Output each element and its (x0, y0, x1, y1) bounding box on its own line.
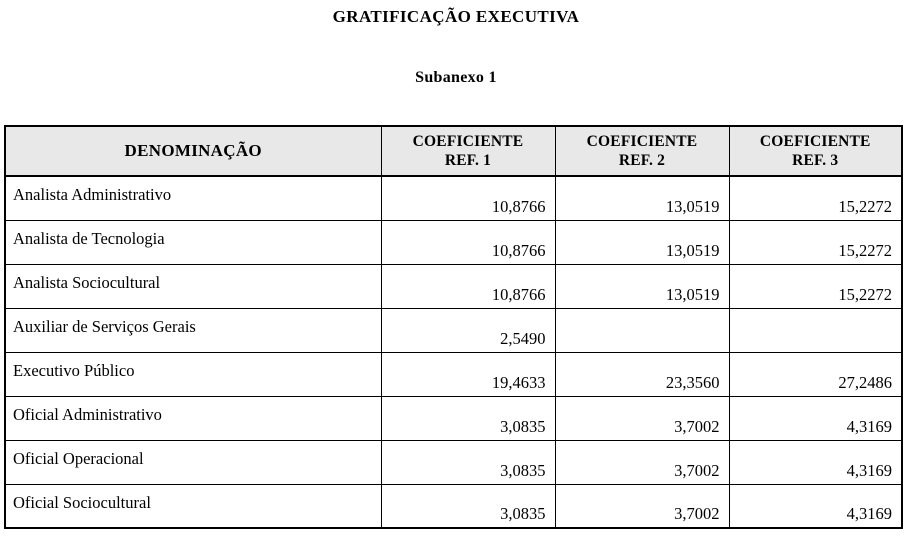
coefficient-ref3-cell: 15,2272 (729, 176, 902, 220)
denomination-cell: Analista de Tecnologia (5, 220, 381, 264)
coefficient-ref1-cell: 3,0835 (381, 396, 555, 440)
table-header (5, 126, 902, 176)
table-row (5, 352, 902, 396)
header-row (5, 126, 902, 176)
header-coeficiente-ref2 (555, 126, 729, 176)
denomination-cell: Oficial Administrativo (5, 396, 381, 440)
table-row (5, 176, 902, 220)
coefficient-ref2-cell: 13,0519 (555, 264, 729, 308)
coefficient-ref1-cell: 2,5490 (381, 308, 555, 352)
coefficient-ref3-cell: 15,2272 (729, 220, 902, 264)
table-row (5, 440, 902, 484)
header-line: REF. 2 (618, 152, 666, 169)
coefficient-ref3-cell: 4,3169 (729, 484, 902, 528)
coefficient-ref1-cell: 3,0835 (381, 440, 555, 484)
coefficient-ref1-cell: 10,8766 (381, 176, 555, 220)
table-row (5, 308, 902, 352)
coefficient-ref1-cell: 19,4633 (381, 352, 555, 396)
coefficient-ref1-cell: 3,0835 (381, 484, 555, 528)
table-row (5, 396, 902, 440)
coefficients-table (4, 125, 903, 529)
header-coeficiente-ref3 (729, 126, 902, 176)
header-line: COEFICIENTE (586, 133, 698, 150)
coefficient-ref1-cell: 10,8766 (381, 220, 555, 264)
denomination-cell: Auxiliar de Serviços Gerais (5, 308, 381, 352)
header-denominacao: DENOMINAÇÃO (5, 126, 381, 176)
table-row (5, 264, 902, 308)
table-row (5, 484, 902, 528)
coefficient-ref3-cell: 27,2486 (729, 352, 902, 396)
coefficient-ref2-cell: 23,3560 (555, 352, 729, 396)
coefficient-ref2-cell (555, 308, 729, 352)
coefficient-ref3-cell: 15,2272 (729, 264, 902, 308)
header-coeficiente-ref1 (381, 126, 555, 176)
coefficient-ref3-cell: 4,3169 (729, 440, 902, 484)
page-subtitle: Subanexo 1 (415, 69, 497, 86)
denomination-cell: Executivo Público (5, 352, 381, 396)
coefficient-ref2-cell: 13,0519 (555, 176, 729, 220)
coefficient-ref2-cell: 3,7002 (555, 440, 729, 484)
coefficient-ref2-cell: 13,0519 (555, 220, 729, 264)
denomination-cell: Analista Administrativo (5, 176, 381, 220)
table-body (5, 176, 902, 528)
header-line: REF. 3 (792, 152, 839, 169)
denomination-cell: Oficial Sociocultural (5, 484, 381, 528)
coefficient-ref1-cell: 10,8766 (381, 264, 555, 308)
page-title: GRATIFICAÇÃO EXECUTIVA (332, 7, 580, 26)
denomination-cell: Oficial Operacional (5, 440, 381, 484)
header-line: REF. 1 (444, 152, 492, 169)
table-row (5, 220, 902, 264)
coefficient-ref3-cell: 4,3169 (729, 396, 902, 440)
header-line: COEFICIENTE (412, 133, 524, 150)
header-line: COEFICIENTE (759, 133, 871, 150)
denomination-cell: Analista Sociocultural (5, 264, 381, 308)
coefficient-ref2-cell: 3,7002 (555, 396, 729, 440)
coefficient-ref2-cell: 3,7002 (555, 484, 729, 528)
coefficient-ref3-cell (729, 308, 902, 352)
